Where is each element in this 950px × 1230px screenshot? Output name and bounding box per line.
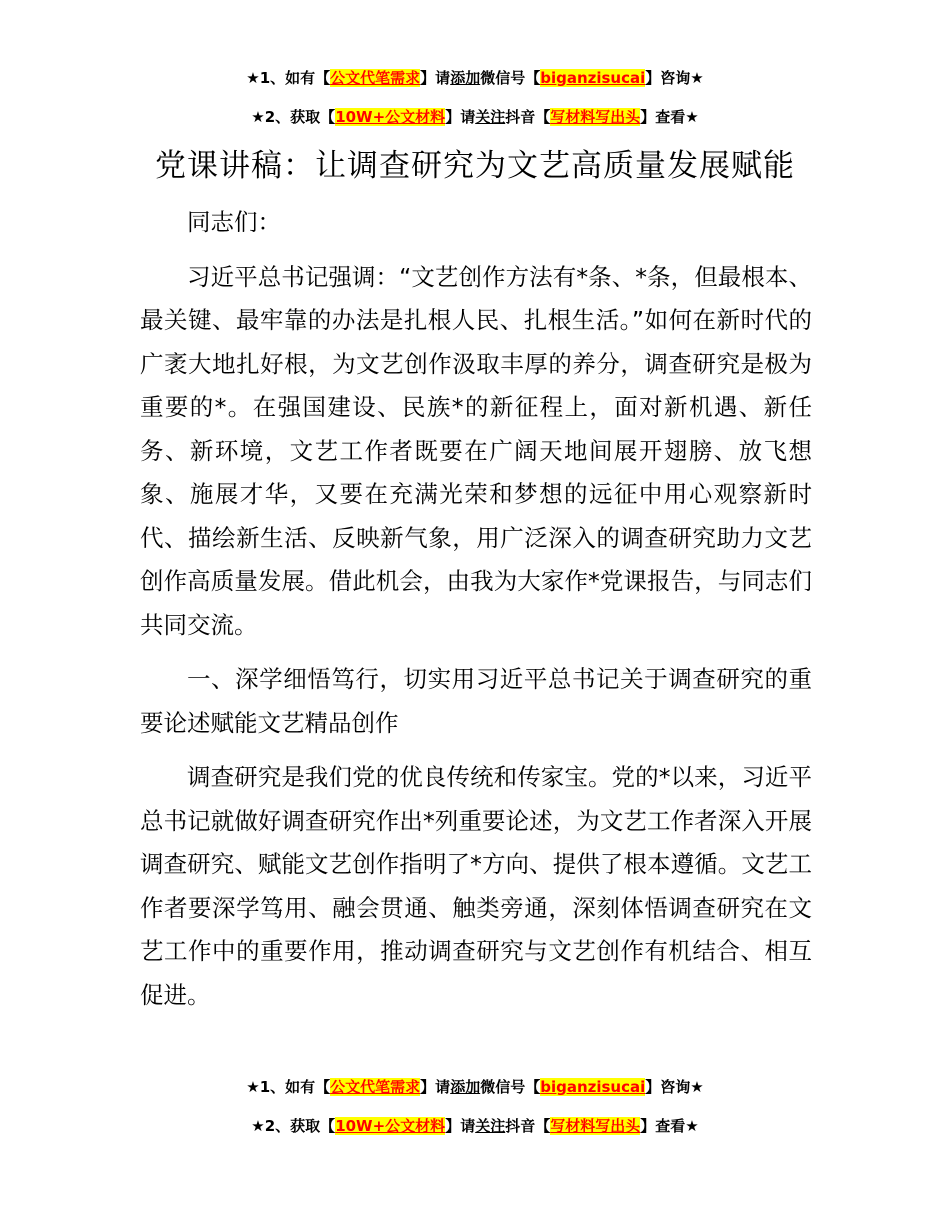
- promo-highlight: 10W+公文材料: [335, 1117, 446, 1135]
- promo-text: ★1、如有【: [246, 69, 331, 87]
- promo-text: 】请: [445, 108, 476, 126]
- promo-text: ★2、获取【: [251, 1117, 336, 1135]
- greeting: 同志们：: [187, 208, 281, 236]
- douyin-id-highlight: 写材料写出头: [550, 108, 641, 126]
- promo-text: 】查看★: [640, 1117, 699, 1135]
- paragraph-section-1: 调查研究是我们党的优良传统和传家宝。党的*以来，习近平总书记就做好调查研究作出*列重要论述，为文艺工作者深入开展调查研究、赋能文艺创作指明了*方向、提供了根本遵循。文艺工作者要深学笃用、融会贯通、触类旁通，深刻体悟调查研究在文艺工作中的重要作用，推动调查研究与文艺创作有机结合、相互促进。: [140, 763, 812, 1009]
- section-heading-1: 一、深学细悟笃行，切实用习近平总书记关于调查研究的重要论述赋能文艺精品创作: [140, 665, 812, 737]
- promo-text: 】咨询★: [645, 1078, 704, 1096]
- promo-text: 微信号【: [480, 1078, 541, 1096]
- douyin-id-highlight: 写材料写出头: [550, 1117, 641, 1135]
- promo-text: ★1、如有【: [246, 1078, 331, 1096]
- promo-underline: 添加: [450, 69, 481, 87]
- promo-text: 】咨询★: [645, 69, 704, 87]
- promo-text: 】请: [445, 1117, 476, 1135]
- promo-line-1-top: [0, 68, 950, 88]
- paragraph-intro: 习近平总书记强调：“文艺创作方法有*条、*条，但最根本、最关键、最牢靠的办法是扎根人民、扎根生活。”如何在新时代的广袤大地扎好根，为文艺创作汲取丰厚的养分，调查研究是极为重要的*。在强国建设、民族*的新征程上，面对新机遇、新任务、新环境，文艺工作者既要在广阔天地间展开翅膀、放飞想象、施展才华，又要在充满光荣和梦想的远征中用心观察新时代、描绘新生活、反映新气象，用广泛深入的调查研究助力文艺创作高质量发展。借此机会，由我为大家作*党课报告，与同志们共同交流。: [140, 262, 812, 639]
- promo-line-1-bottom: [0, 1077, 950, 1097]
- wechat-id-highlight: biganzisucai: [540, 1078, 646, 1096]
- promo-underline: 关注: [475, 1117, 506, 1135]
- wechat-id-highlight: biganzisucai: [540, 69, 646, 87]
- document-title: 党课讲稿：让调查研究为文艺高质量发展赋能: [155, 148, 795, 184]
- promo-line-2-top: [0, 107, 950, 127]
- promo-line-2-bottom: [0, 1116, 950, 1136]
- promo-highlight: 公文代笔需求: [330, 69, 421, 87]
- promo-highlight: 公文代笔需求: [330, 1078, 421, 1096]
- document-body: [140, 201, 812, 1017]
- promo-text: ★2、获取【: [251, 108, 336, 126]
- promo-underline: 添加: [450, 1078, 481, 1096]
- promo-text: 抖音【: [505, 1117, 551, 1135]
- promo-text: 】请: [420, 1078, 451, 1096]
- promo-text: 】请: [420, 69, 451, 87]
- promo-text: 】查看★: [640, 108, 699, 126]
- promo-text: 微信号【: [480, 69, 541, 87]
- promo-text: 抖音【: [505, 108, 551, 126]
- promo-highlight: 10W+公文材料: [335, 108, 446, 126]
- promo-underline: 关注: [475, 108, 506, 126]
